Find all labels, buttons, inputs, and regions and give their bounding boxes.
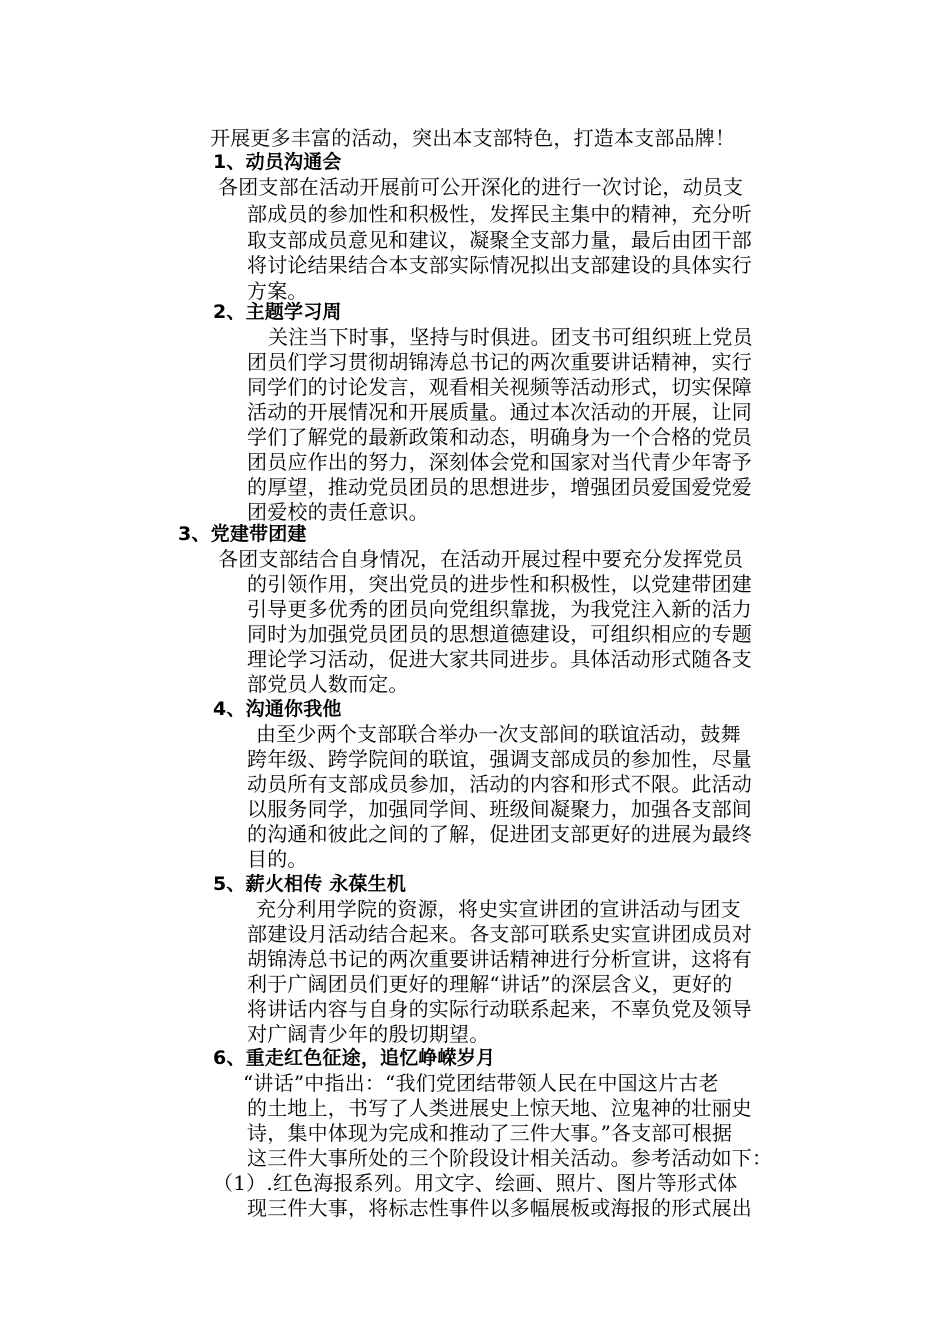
section-3-line-3: 引导更多优秀的团员向党组织靠拢，为我党注入新的活力 <box>247 597 752 621</box>
section-1-line-5: 方案。 <box>247 279 308 303</box>
section-5-line-6: 对广阔青少年的殷切期望。 <box>247 1022 490 1046</box>
section-4-line-1: 由至少两个支部联合举办一次支部间的联谊活动，鼓舞 <box>256 722 741 746</box>
section-5-line-2: 部建设月活动结合起来。各支部可联系史实宣讲团成员对 <box>247 922 752 946</box>
section-2-line-1: 关注当下时事，坚持与时俱进。团支书可组织班上党员 <box>268 325 753 349</box>
section-1-line-3: 取支部成员意见和建议，凝聚全支部力量，最后由团干部 <box>247 228 752 252</box>
section-4-line-2: 跨年级、跨学院间的联谊，强调支部成员的参加性，尽量 <box>247 747 752 771</box>
section-1-line-2: 部成员的参加性和积极性，发挥民主集中的精神，充分听 <box>247 202 752 226</box>
section-5-heading: 5、薪火相传 永葆生机 <box>213 873 407 895</box>
section-2-line-8: 团爱校的责任意识。 <box>247 500 429 524</box>
section-1-heading: 1、动员沟通会 <box>213 151 342 173</box>
section-3-line-6: 部党员人数而定。 <box>247 672 409 696</box>
intro-text: 开展更多丰富的活动，突出本支部特色，打造本支部品牌！ <box>210 126 736 150</box>
section-6-line-1: “讲话”中指出：“我们党团结带领人民在中国这片古老 <box>243 1071 719 1095</box>
section-3-line-5: 理论学习活动，促进大家共同进步。具体活动形式随各支 <box>247 647 752 671</box>
section-5-line-1: 充分利用学院的资源，将史实宣讲团的宣讲活动与团支 <box>256 897 741 921</box>
section-4-line-5: 的沟通和彼此之间的了解，促进团支部更好的进展为最终 <box>247 822 752 846</box>
section-6-line-5: （1）.红色海报系列。用文字、绘画、照片、图片等形式体 <box>213 1171 738 1195</box>
section-2-line-7: 的厚望，推动党员团员的思想进步，增强团员爱国爱党爱 <box>247 475 752 499</box>
section-3-line-4: 同时为加强党员团员的思想道德建设，可组织相应的专题 <box>247 622 752 646</box>
section-2-line-5: 学们了解党的最新政策和动态，明确身为一个合格的党员 <box>247 425 752 449</box>
section-1-line-4: 将讨论结果结合本支部实际情况拟出支部建设的具体实行 <box>247 253 752 277</box>
section-3-line-2: 的引领作用，突出党员的进步性和积极性，以党建带团建 <box>247 572 752 596</box>
section-5-line-3: 胡锦涛总书记的两次重要讲话精神进行分析宣讲，这将有 <box>247 947 752 971</box>
section-4-line-3: 动员所有支部成员参加，活动的内容和形式不限。此活动 <box>247 772 752 796</box>
section-6-line-2: 的土地上，书写了人类进展史上惊天地、泣鬼神的壮丽史 <box>247 1096 752 1120</box>
section-5-line-4: 利于广阔团员们更好的理解“讲话”的深层含义，更好的 <box>247 972 733 996</box>
section-4-line-6: 目的。 <box>247 847 308 871</box>
section-4-heading: 4、沟通你我他 <box>213 698 342 720</box>
section-3-line-1: 各团支部结合自身情况，在活动开展过程中要充分发挥党员 <box>218 547 744 571</box>
section-6-heading: 6、重走红色征途，追忆峥嵘岁月 <box>213 1047 496 1069</box>
section-5-line-5: 将讲话内容与自身的实际行动联系起来，不辜负党及领导 <box>247 997 752 1021</box>
section-6-line-4: 这三件大事所处的三个阶段设计相关活动。参考活动如下： <box>247 1146 773 1170</box>
section-2-line-6: 团员应作出的努力，深刻体会党和国家对当代青少年寄予 <box>247 450 752 474</box>
section-4-line-4: 以服务同学，加强同学间、班级间凝聚力，加强各支部间 <box>247 797 752 821</box>
section-2-line-2: 团员们学习贯彻胡锦涛总书记的两次重要讲话精神，实行 <box>247 350 752 374</box>
section-1-line-1: 各团支部在活动开展前可公开深化的进行一次讨论，动员支 <box>218 175 744 199</box>
section-6-line-3: 诗，集中体现为完成和推动了三件大事。”各支部可根据 <box>247 1121 733 1145</box>
section-6-line-6: 现三件大事，将标志性事件以多幅展板或海报的形式展出 <box>247 1196 752 1220</box>
section-2-line-4: 活动的开展情况和开展质量。通过本次活动的开展，让同 <box>247 400 752 424</box>
section-2-line-3: 同学们的讨论发言，观看相关视频等活动形式，切实保障 <box>247 375 752 399</box>
section-2-heading: 2、主题学习周 <box>213 301 342 323</box>
section-3-heading: 3、党建带团建 <box>178 523 307 545</box>
